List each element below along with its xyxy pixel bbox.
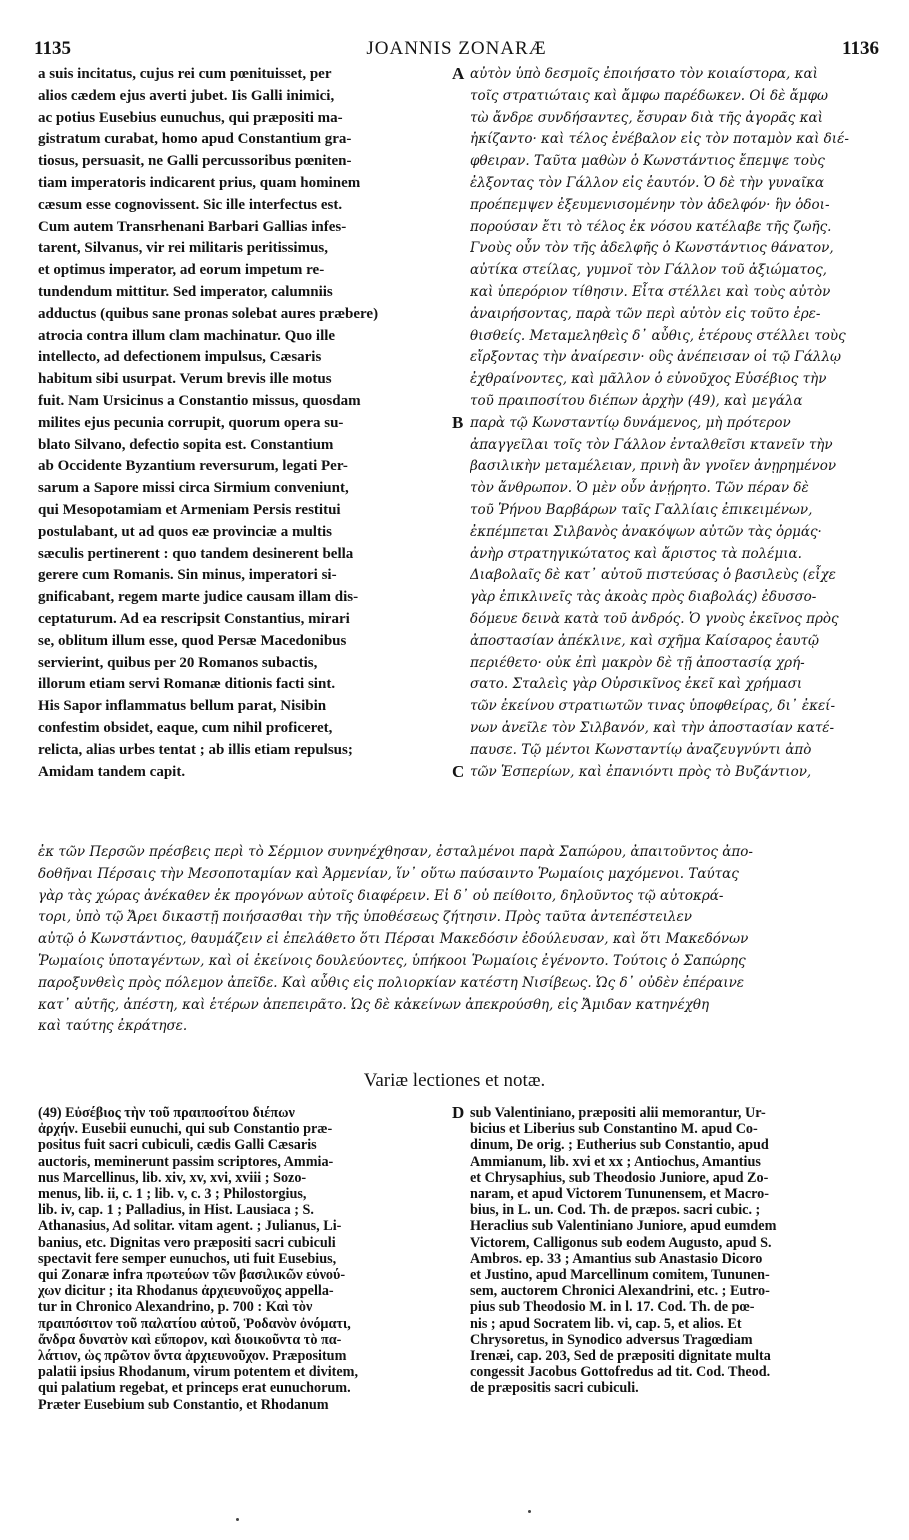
- greek-text-line: κατ᾽ αὐτῆς, ἀπέστη, καὶ ἑτέρων ἀπεπειρᾶτο. Ὡς δὲ κἀκείνων ἀπεκρούσθη, εἰς Ἄμιδαν κατηνέχθη: [38, 996, 710, 1013]
- page-number-right: 1136: [842, 38, 879, 59]
- latin-column: [38, 64, 452, 783]
- greek-text-line: δόμευε δεινὰ κατὰ τοῦ ἀνδρός. Ὁ γνοὺς ἐκεῖνος πρὸς: [470, 610, 839, 627]
- greek-text-line: δοθῆναι Πέρσαις τὴν Μεσοποταμίαν καὶ Ἀρμενίαν, ἵν᾽ οὕτω παύσαιντο Ῥωμαίοις μαχόμενοι. Ταύτας: [38, 865, 739, 882]
- greek-text-line: γὰρ ἐπικλινεῖς τὰς ἀκοὰς πρὸς διαβολάς) ἐδυσσο-: [470, 589, 817, 606]
- note-line: et Chrysaphius, sub Theodosio Juniore, apud Zo-: [470, 1169, 769, 1186]
- greek-text-line: τοῦ Ῥήνου Βαρβάρων ταῖς Γαλλίαις ἐπικειμένων,: [470, 501, 813, 518]
- note-line: χων dicitur ; ita Rhodanus ἀρχιευνοῦχος appella-: [38, 1283, 334, 1300]
- greek-text-line: τῶν ἐκείνου στρατιωτῶν τινας ὑποφθείρας, δι᾽ ἐκεί-: [470, 698, 836, 715]
- greek-text-line: αὐτῷ ὁ Κωνστάντιος, θαυμάζειν εἰ ἐπελάθετο ὅτι Πέρσαι Μακεδόσιν ἐδούλευσαν, καὶ ὅτι Μακεδόνων: [38, 931, 749, 948]
- note-line: Irenæi, cap. 203, Sed de præpositi dignitate multa: [470, 1348, 771, 1365]
- full-width-greek: [38, 842, 884, 1038]
- greek-text-line: περιέθετο· οὐκ ἐπὶ μακρὸν δὲ τῇ ἀποστασίᾳ χρή-: [470, 654, 805, 671]
- note-line: congessit Jacobus Gottofredus ad tit. Cod. Theod.: [470, 1364, 771, 1381]
- latin-text-line: intellecto, ad defectionem impulsus, Cæsaris: [38, 349, 322, 366]
- greek-text-line: θισθείς. Μεταμεληθεὶς δ᾽ αὖθις, ἑτέρους στέλλει τοὺς: [470, 327, 846, 344]
- latin-text-line: gerere cum Romanis. Sin minus, imperatori si-: [38, 567, 337, 584]
- greek-text-line: παροξυνθεὶς πρὸς πόλεμον ἀπεῖδε. Καὶ αὖθις εἰς πολιορκίαν κατέστη Νισίβεως. Ὡς δ᾽ οὐδὲν ἐπέραινε: [38, 974, 745, 991]
- running-title: JOANNIS ZONARÆ: [366, 38, 547, 59]
- greek-text-line: παυσε. Τῷ μέντοι Κωνσταντίῳ ἀναζευγνύντι ἀπὸ: [470, 741, 812, 758]
- greek-column: [470, 64, 884, 783]
- greek-text-line: Διαβολαῖς δὲ κατ᾽ αὐτοῦ πιστεύσας ὁ βασιλεὺς (εἶχε: [470, 567, 836, 584]
- note-line: auctoris, meminerunt passim scriptores, Ammia-: [38, 1153, 334, 1170]
- note-line: spectavit fere semper eunuchos, uti fuit Eusebius,: [38, 1250, 337, 1267]
- note-line: πραιπόσιτον τοῦ παλατίου αὐτοῦ, Ῥοδανὸν ὀνόματι,: [38, 1315, 351, 1332]
- print-speck: [528, 1510, 531, 1513]
- latin-text-line: tiosus, persuasit, ne Galli percussoribus pœniten-: [38, 153, 352, 170]
- note-line: Victorem, Calligonus sub eodem Augusto, apud S.: [470, 1234, 772, 1251]
- note-line: bius, in L. un. Cod. Th. de præpos. sacri cubic. ;: [470, 1202, 761, 1219]
- note-line: sem, auctorem Chronici Alexandrini, etc. ; Eutro-: [470, 1283, 770, 1300]
- note-line: Ammianum, lib. xvi et xx ; Antiochus, Amantius: [470, 1153, 761, 1170]
- latin-text-line: sarum a Sapore missi circa Sirmium conveniunt,: [38, 480, 349, 497]
- greek-text-line: παρὰ τῷ Κωνσταντίῳ δυνάμενος, μὴ πρότερον: [470, 414, 791, 431]
- latin-text-line: milites ejus pecunia corrupit, quorum opera su-: [38, 414, 344, 431]
- note-line: qui palatium regebat, et princeps erat eunuchorum.: [38, 1380, 351, 1397]
- latin-text-line: tiam imperatoris indicarent prius, quam hominem: [38, 174, 361, 191]
- note-line: nis ; apud Socratem lib. vi, cap. 5, et alios. Et: [470, 1315, 742, 1332]
- print-speck: [236, 1518, 239, 1521]
- greek-text-line: ἀποστασίαν ἀπέκλινε, καὶ σχῆμα Καίσαρος ἑαυτῷ: [470, 632, 820, 649]
- greek-text-line: νων ἀνεῖλε τὸν Σιλβανόν, καὶ τὴν ἀποστασίαν κατέ-: [470, 719, 835, 736]
- margin-marker-c: C: [452, 762, 465, 781]
- note-line: dinum, De orig. ; Eutherius sub Constantio, apud: [470, 1137, 769, 1154]
- latin-text-line: Cum autem Transrhenani Barbari Gallias infes-: [38, 218, 347, 235]
- notes-left-column: [38, 1105, 452, 1413]
- latin-text-line: adductus (quibus sane pronas solebat aures præbere): [38, 305, 379, 322]
- latin-text-line: tundendum mittitur. Sed imperator, calumniis: [38, 283, 333, 300]
- greek-text-line: σατο. Σταλεὶς γὰρ Οὐρσικῖνος ἐκεῖ καὶ χρήμασι: [470, 676, 803, 693]
- greek-text-line: τὸν ἄνθρωπον. Ὁ μὲν οὖν ἀνῄρητο. Τῶν πέραν δὲ: [470, 480, 809, 497]
- greek-text-line: πορούσαν ἔτι τὸ τέλος ἐκ νόσου κατέλαβε τῆς ζωῆς.: [470, 218, 832, 235]
- note-line: menus, lib. ii, c. 1 ; lib. v, c. 3 ; Philostorgius,: [38, 1186, 307, 1203]
- greek-text-line: καὶ ταύτης ἐκράτησε.: [38, 1018, 188, 1035]
- note-line: ἀρχήν. Eusebii eunuchi, qui sub Constantio præ-: [38, 1121, 333, 1138]
- latin-text-line: illorum etiam servi Romanæ ditionis facti sint.: [38, 676, 336, 693]
- latin-text-line: relicta, alias urbes tentat ; ab illis etiam repulsus;: [38, 741, 353, 758]
- margin-marker-d: D: [452, 1103, 465, 1122]
- note-line: banius, etc. Dignitas vero præpositi sacri cubiculi: [38, 1234, 336, 1251]
- latin-text-line: confestim obsidet, eaque, cum nihil proficeret,: [38, 719, 333, 736]
- greek-text-line: ἀνὴρ στρατηγικώτατος καὶ ἄριστος τὰ πολέμια.: [470, 545, 802, 562]
- latin-text-line: ceptaturum. Ad ea rescripsit Constantius, mirari: [38, 610, 350, 627]
- notes-right-column: [470, 1105, 884, 1397]
- latin-text-line: qui Mesopotamiam et Armeniam Persis restitui: [38, 501, 341, 518]
- note-line: et Justino, apud Marcellinum comitem, Tununen-: [470, 1267, 770, 1284]
- latin-text-line: atrocia contra illum clam machinatur. Quo ille: [38, 327, 336, 344]
- note-line: λάτιον, ὡς πρῶτον ὄντα ἀρχιευνοῦχον. Præpositum: [38, 1348, 347, 1365]
- margin-marker-a: A: [452, 64, 465, 83]
- greek-text-line: φθειραν. Ταῦτα μαθὼν ὁ Κωνστάντιος ἔπεμψε τοὺς: [470, 153, 825, 170]
- greek-text-line: ἐκπέμπεται Σιλβανὸς ἀνακόψων αὐτῶν τὰς ὁρμάς·: [470, 523, 822, 540]
- latin-text-line: sæculis pertinerent : quo tandem desinerent bella: [38, 545, 354, 562]
- note-line: tur in Chronico Alexandrino, p. 700 : Καὶ τὸν: [38, 1299, 313, 1316]
- greek-text-line: τῶν Ἑσπερίων, καὶ ἐπανιόντι πρὸς τὸ Βυζάντιον,: [470, 763, 812, 780]
- note-line: nus Marcellinus, lib. xiv, xv, xvi, xviii ; Sozo-: [38, 1169, 307, 1186]
- running-header: [34, 38, 879, 62]
- note-line: palatii ipsius Rhodanum, virum potentem et divitem,: [38, 1364, 359, 1381]
- latin-text-line: servierint, quibus per 20 Romanos subactis,: [38, 654, 318, 671]
- latin-text-line: gistratum curabat, homo apud Constantium gra-: [38, 131, 352, 148]
- latin-text-line: ac potius Eusebius eunuchus, qui præpositi ma-: [38, 109, 343, 126]
- latin-text-line: cæsum esse cognovissent. Sic ille interfectus est.: [38, 196, 343, 213]
- greek-text-line: καὶ ὑπερόριον τίθησιν. Εἶτα στέλλει καὶ τοὺς αὐτὸν: [470, 283, 831, 300]
- greek-text-line: Ῥωμαίοις ὑποταγέντων, καὶ οἱ ἐκείνοις δουλεύοντες, ὑπήκοοι Ῥωμαίοις ἐγένοντο. Τούτοις ὁ Σαπώρης: [38, 952, 746, 969]
- latin-text-line: fuit. Nam Ursicinus a Constantio missus, quosdam: [38, 392, 361, 409]
- greek-text-line: προέπεμψεν ἐξευμενισομένην τὸν ἀδελφόν· ἣν ὁδοι-: [470, 196, 830, 213]
- note-line: Chrysoretus, in Synodico adversus Tragœdiam: [470, 1331, 753, 1348]
- greek-text-line: ἐλξοντας τὸν Γάλλον εἰς ἑαυτόν. Ὁ δὲ τὴν γυναῖκα: [470, 174, 825, 191]
- latin-text-line: et optimus imperator, ad eorum impetum re-: [38, 262, 325, 279]
- note-line: Athanasius, Ad solitar. vitam agent. ; Julianus, Li-: [38, 1218, 342, 1235]
- latin-text-line: ab Occidente Byzantium reversurum, legati Per-: [38, 458, 348, 475]
- note-line: de præpositis sacri cubiculi.: [470, 1380, 639, 1397]
- section-title: Variæ lectiones et notæ.: [363, 1070, 546, 1091]
- latin-text-line: postulabant, ut ad quos eæ provinciæ a multis: [38, 523, 332, 540]
- greek-text-line: τὼ ἄνδρε συνδήσαντες, ἔσυραν διὰ τῆς ἀγορᾶς καὶ: [470, 109, 823, 126]
- note-line: lib. iv, cap. 1 ; Palladius, in Hist. Lausiaca ; S.: [38, 1202, 314, 1219]
- note-line: Heraclius sub Valentiniano Juniore, apud eumdem: [470, 1218, 777, 1235]
- note-line: pius sub Theodosio M. in l. 17. Cod. Th. de pœ-: [470, 1299, 755, 1316]
- latin-text-line: habitum sibi usurpat. Verum brevis ille motus: [38, 371, 332, 388]
- note-line: sub Valentiniano, præpositi alii memorantur, Ur-: [470, 1105, 766, 1121]
- note-line: (49) Εὐσέβιος τὴν τοῦ πραιποσίτου διέπων: [38, 1105, 295, 1121]
- greek-text-line: ἐκ τῶν Περσῶν πρέσβεις περὶ τὸ Σέρμιον συνηνέχθησαν, ἐσταλμένοι παρὰ Σαπώρου, ἀπαιτοῦντος ἀπο-: [38, 844, 753, 860]
- greek-text-line: αὐτίκα στείλας, γυμνοῖ τὸν Γάλλον τοῦ ἀξιώματος,: [470, 262, 827, 279]
- latin-text-line: alios cædem ejus averti jubet. Iis Galli inimici,: [38, 87, 335, 104]
- latin-text-line: Amidam tandem capit.: [38, 763, 186, 780]
- greek-text-line: τοῖς στρατιώταις καὶ ἄμφω παρέδωκεν. Οἱ δὲ ἄμφω: [470, 87, 829, 104]
- greek-text-line: τορι, ὑπὸ τῷ Ἄρει δικαστῇ ποιήσασθαι τὴν τῆς ὑποθέσεως ζήτησιν. Πρὸς ταῦτα ἀντεπέστειλεν: [38, 909, 692, 926]
- latin-text-line: a suis incitatus, cujus rei cum pœnituisset, per: [38, 66, 332, 82]
- greek-text-line: αὐτὸν ὑπὸ δεσμοῖς ἐποιήσατο τὸν κοιαίστορα, καὶ: [470, 66, 818, 82]
- greek-text-line: ἀναιρήσοντας, παρὰ τῶν περὶ αὐτὸν εἰς τοῦτο ἐρε-: [470, 305, 821, 322]
- latin-text-line: se, oblitum illum esse, quod Persæ Macedonibus: [38, 632, 347, 649]
- greek-text-line: ἠκίζαντο· καὶ τέλος ἐνέβαλον εἰς τὸν ποταμὸν καὶ διέ-: [470, 131, 849, 148]
- note-line: positus fuit sacri cubiculi, cædis Galli Cæsaris: [38, 1137, 317, 1154]
- note-line: Ambros. ep. 33 ; Amantius sub Anastasio Dicoro: [470, 1250, 763, 1267]
- greek-text-line: τοῦ πραιποσίτου διέπων ἀρχὴν (49), καὶ μεγάλα: [470, 392, 803, 409]
- greek-text-line: εἴρξοντας τὴν ἀναίρεσιν· οὓς ἀνέπεισαν οἱ τῷ Γάλλῳ: [470, 349, 842, 366]
- greek-text-line: ἐχθραίνοντες, καὶ μᾶλλον ὁ εὐνοῦχος Εὐσέβιος τὴν: [470, 371, 827, 388]
- greek-text-line: ἀπαγγεῖλαι τοῖς τὸν Γάλλον ἐνταλθεῖσι κτανεῖν τὴν: [470, 436, 833, 453]
- page-number-left: 1135: [34, 38, 71, 59]
- margin-marker-b: B: [452, 413, 464, 432]
- note-line: Præter Eusebium sub Constantio, et Rhodanum: [38, 1396, 329, 1413]
- latin-text-line: blato Silvano, defectio sopita est. Constantium: [38, 436, 334, 453]
- greek-text-line: Γνοὺς οὖν τὸν τῆς ἀδελφῆς ὁ Κωνστάντιος θάνατον,: [470, 240, 834, 257]
- note-line: qui Zonaræ infra πρωτεύων τῶν βασιλικῶν εὐνού-: [38, 1267, 346, 1284]
- note-line: naram, et apud Victorem Tununensem, et Macro-: [470, 1186, 769, 1203]
- latin-text-line: His Sapor inflammatus bellum parat, Nisibin: [38, 698, 327, 715]
- latin-text-line: tarent, Silvanus, vir rei militaris peritissimus,: [38, 240, 329, 257]
- note-line: ἄνδρα δυνατὸν καὶ εὔπορον, καὶ διοικοῦντα τὸ πα-: [38, 1331, 342, 1348]
- greek-text-line: γὰρ τὰς χώρας ἀνέκαθεν ἐκ προγόνων αὐτοῖς διαφέρειν. Εἰ δ᾽ οὐ πείθοιτο, δηλοῦντος τῷ αὐτοκρά-: [38, 887, 724, 904]
- greek-text-line: βασιλικὴν μεταμέλειαν, πρινὴ ἂν γνοῖεν ἀνῃρημένον: [470, 458, 837, 475]
- note-line: bicius et Liberius sub Constantino M. apud Co-: [470, 1121, 758, 1138]
- latin-text-line: gnificabant, regem marte judice causam illam dis-: [38, 589, 359, 606]
